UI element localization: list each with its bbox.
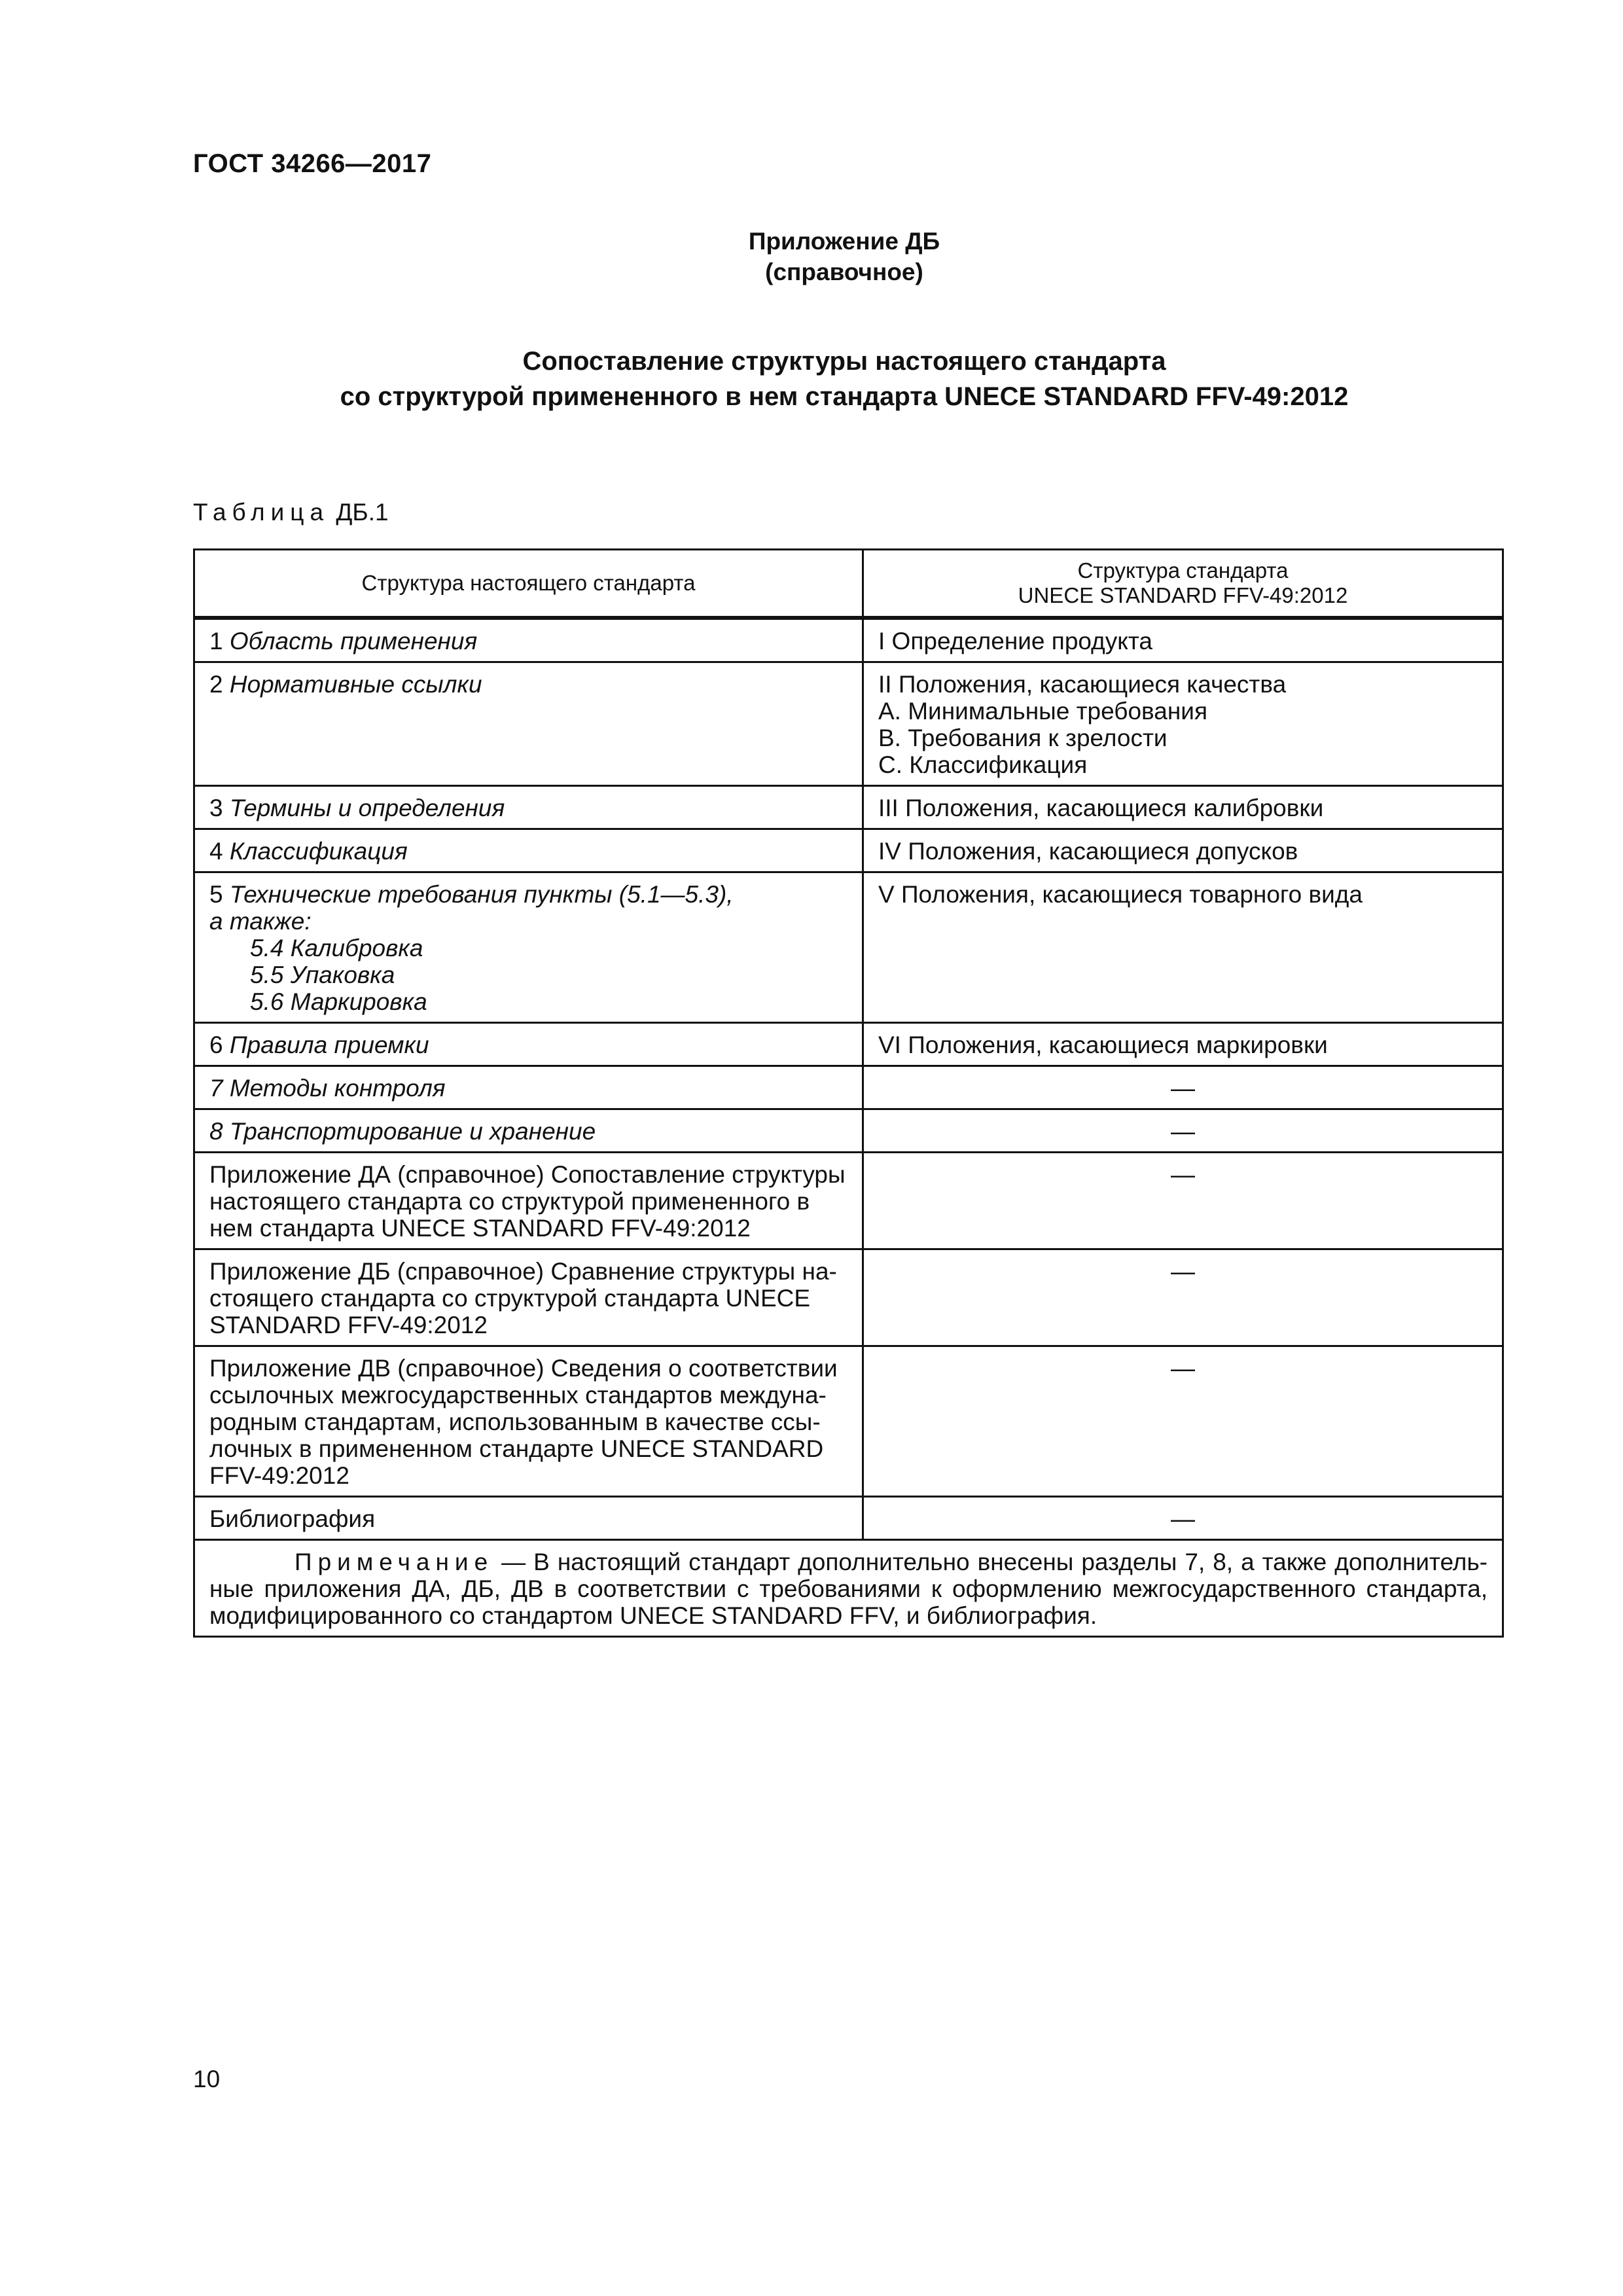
table-caption-number: ДБ.1 xyxy=(336,499,389,526)
left-cell xyxy=(194,872,863,1023)
left-cell xyxy=(194,618,863,662)
left-line: а также: xyxy=(209,908,312,935)
section-title: Нормативные ссылки xyxy=(229,671,482,698)
table-row xyxy=(194,1497,1503,1540)
table-note-row xyxy=(194,1540,1503,1637)
section-title: Технические требования пункты (5.1—5.3), xyxy=(229,881,734,908)
header-col-current-standard: Структура настоящего стандарта xyxy=(194,550,863,619)
table-row xyxy=(194,1153,1503,1249)
section-number: 4 xyxy=(209,838,223,865)
left-cell xyxy=(194,829,863,872)
left-line: стоящего стандарта со структурой стандарта UNECE xyxy=(209,1285,811,1312)
left-cell xyxy=(194,662,863,786)
section-title: Классификация xyxy=(229,838,408,865)
right-cell: III Положения, касающиеся калибровки xyxy=(863,786,1503,829)
table-row xyxy=(194,829,1503,872)
left-cell: 7 Методы контроля xyxy=(194,1066,863,1109)
left-line: FFV-49:2012 xyxy=(209,1462,349,1489)
left-line: STANDARD FFV-49:2012 xyxy=(209,1312,488,1338)
left-line: нем стандарта UNECE STANDARD FFV-49:2012 xyxy=(209,1215,751,1242)
appendix-title: Приложение ДБ xyxy=(748,228,940,255)
section-number: 1 xyxy=(209,628,223,655)
right-line: A. Минимальные требования xyxy=(878,698,1208,725)
header-col-unece-standard xyxy=(863,550,1503,619)
left-line: настоящего стандарта со структурой примененного в xyxy=(209,1188,810,1215)
left-cell: Библиография xyxy=(194,1497,863,1540)
right-cell-dash: — xyxy=(863,1346,1503,1497)
left-line: ссылочных межгосударственных стандартов междуна- xyxy=(209,1382,827,1408)
left-subitem: 5.5 Упаковка xyxy=(250,961,395,988)
structure-comparison-table xyxy=(193,548,1504,1638)
document-title xyxy=(0,344,1623,414)
left-subitem: 5.6 Маркировка xyxy=(250,988,427,1015)
table-header-row xyxy=(194,550,1503,619)
right-cell-dash: — xyxy=(863,1153,1503,1249)
right-cell-dash: — xyxy=(863,1497,1503,1540)
section-number: 6 xyxy=(209,1031,223,1058)
section-number: 2 xyxy=(209,671,223,698)
document-title-line-1: Сопоставление структуры настоящего стандарта xyxy=(522,347,1166,376)
table-note xyxy=(194,1540,1503,1637)
header-col2-line-2: UNECE STANDARD FFV-49:2012 xyxy=(1018,583,1348,607)
left-subitem: 5.4 Калибровка xyxy=(250,935,423,961)
right-cell-dash: — xyxy=(863,1249,1503,1346)
right-cell-dash: — xyxy=(863,1109,1503,1153)
section-title: Область применения xyxy=(229,628,478,655)
left-cell xyxy=(194,1023,863,1066)
left-cell xyxy=(194,786,863,829)
left-line: Приложение ДБ (справочное) Сравнение структуры на- xyxy=(209,1258,837,1285)
page-number: 10 xyxy=(193,2066,221,2092)
header-col2-line-1: Структура стандарта xyxy=(1077,558,1289,583)
note-text: — В настоящий стандарт дополнительно внесены разделы 7, 8, а также дополнительные приложения ДА, ДБ, ДВ в соответствии с требованиями к оформлению межгосударственного стандарта, модифицированного со стандартом UNECE STANDARD FFV, и библиография. xyxy=(209,1549,1488,1629)
right-cell: VI Положения, касающиеся маркировки xyxy=(863,1023,1503,1066)
right-line: B. Требования к зрелости xyxy=(878,725,1168,751)
note-label: Примечание xyxy=(294,1549,494,1575)
left-cell xyxy=(194,1153,863,1249)
right-cell xyxy=(863,662,1503,786)
table-caption-label: Таблица xyxy=(193,499,330,526)
section-title: Правила приемки xyxy=(229,1031,429,1058)
table-row xyxy=(194,662,1503,786)
right-cell-dash: — xyxy=(863,1066,1503,1109)
appendix-status: (справочное) xyxy=(765,259,923,285)
section-title: Термины и определения xyxy=(229,795,505,821)
left-line: родным стандартам, использованным в качестве ссы- xyxy=(209,1408,821,1435)
left-line xyxy=(209,881,847,908)
section-number: 5 xyxy=(209,881,223,908)
left-cell xyxy=(194,1249,863,1346)
document-title-line-2: со структурой примененного в нем стандарта UNECE STANDARD FFV-49:2012 xyxy=(340,382,1349,411)
table-row xyxy=(194,872,1503,1023)
appendix-heading xyxy=(0,226,1623,287)
table-row xyxy=(194,786,1503,829)
left-line: лочных в примененном стандарте UNECE STANDARD xyxy=(209,1435,824,1462)
section-number: 3 xyxy=(209,795,223,821)
table-row xyxy=(194,1249,1503,1346)
table-row xyxy=(194,618,1503,662)
left-cell xyxy=(194,1346,863,1497)
table-row xyxy=(194,1109,1503,1153)
right-cell: I Определение продукта xyxy=(863,618,1503,662)
right-cell: V Положения, касающиеся товарного вида xyxy=(863,872,1503,1023)
right-cell: IV Положения, касающиеся допусков xyxy=(863,829,1503,872)
right-line: II Положения, касающиеся качества xyxy=(878,671,1287,698)
table-row xyxy=(194,1066,1503,1109)
right-line: C. Классификация xyxy=(878,751,1088,778)
table-row xyxy=(194,1023,1503,1066)
document-code: ГОСТ 34266—2017 xyxy=(193,149,432,178)
table-row xyxy=(194,1346,1503,1497)
table-caption xyxy=(193,499,389,526)
left-line: Приложение ДВ (справочное) Сведения о соответствии xyxy=(209,1355,838,1382)
left-line: Приложение ДА (справочное) Сопоставление структуры xyxy=(209,1161,846,1188)
left-cell: 8 Транспортирование и хранение xyxy=(194,1109,863,1153)
